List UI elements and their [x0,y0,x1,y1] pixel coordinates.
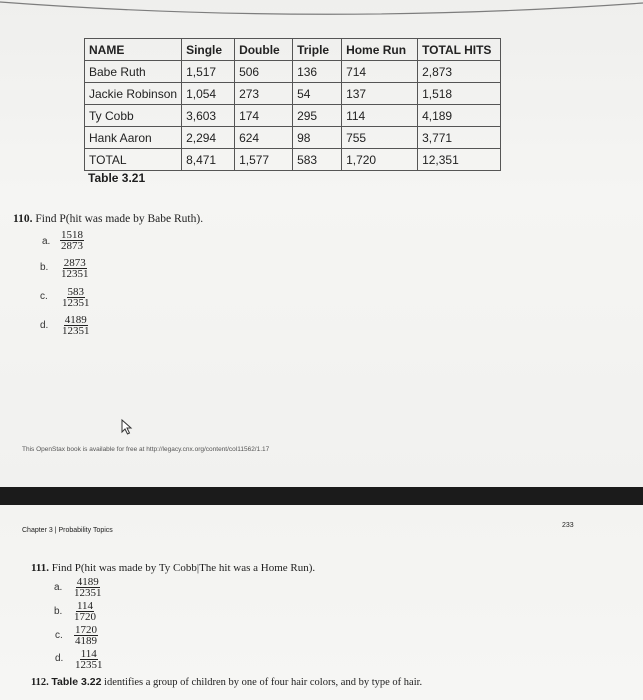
table-cell: 506 [235,61,293,83]
denominator: 12351 [61,268,89,280]
table-reference: Table 3.22 [51,676,102,688]
question-number: 111. [31,562,50,574]
table-cell: 174 [235,105,293,127]
numerator: 4189 [64,314,87,326]
table-cell: 3,603 [182,105,235,127]
mouse-cursor-icon [120,418,136,436]
header-cell: Single [182,39,235,61]
table-cell: Ty Cobb [85,105,182,127]
table-row [85,127,501,149]
option-fraction [74,577,102,598]
question-111 [31,562,315,574]
table-cell: 2,294 [182,127,235,149]
question-text: Find P(hit was made by Babe Ruth). [35,213,204,225]
question-number: 110. [13,213,33,225]
table-cell: 714 [342,61,418,83]
table-cell: 1,720 [342,149,418,171]
table-cell: 136 [293,61,342,83]
option-fraction [74,601,96,622]
header-cell: Home Run [342,39,418,61]
table-cell: 755 [342,127,418,149]
table-cell: Babe Ruth [85,61,182,83]
question-110 [13,213,203,225]
header-cell: TOTAL HITS [418,39,501,61]
header-cell: NAME [85,39,182,61]
page-number: 233 [562,522,574,529]
header-cell: Double [235,39,293,61]
option-letter: d. [55,653,64,664]
table-cell: 1,517 [182,61,235,83]
denominator: 12351 [75,659,103,671]
question-number: 112. [31,677,49,688]
option-fraction [60,230,84,251]
question-text: identifies a group of children by one of four hair colors, and by type of hair. [101,677,423,688]
table-row [85,83,501,105]
numerator: 583 [67,286,84,298]
option-letter: b. [40,262,49,273]
table-cell: 583 [293,149,342,171]
option-letter: a. [54,582,63,593]
table-caption: Table 3.21 [88,171,146,185]
table-row [85,149,501,171]
table-header-row [85,39,501,61]
header-cell: Triple [293,39,342,61]
numerator: 1720 [75,624,97,636]
option-fraction [61,258,89,279]
option-fraction [75,649,103,670]
numerator: 2873 [63,257,86,269]
table-cell: 12,351 [418,149,501,171]
table-row [85,61,501,83]
table-cell: 273 [235,83,293,105]
option-fraction [74,625,98,646]
hits-table [84,38,501,171]
table-cell: 2,873 [418,61,501,83]
footer-note: This OpenStax book is available for free at http://legacy.cnx.org/content/col11562/1.17 [22,446,270,453]
table-cell: Jackie Robinson [85,83,182,105]
table-cell: 295 [293,105,342,127]
denominator: 2873 [61,240,83,252]
table-cell: 1,054 [182,83,235,105]
question-text: Find P(hit was made by Ty Cobb|The hit was a Home Run). [51,562,316,574]
denominator: 12351 [62,325,90,337]
table-cell: 98 [293,127,342,149]
table-row [85,105,501,127]
table-cell: 624 [235,127,293,149]
table-cell: 3,771 [418,127,501,149]
table-cell: 8,471 [182,149,235,171]
option-letter: d. [40,320,49,331]
table-cell: 137 [342,83,418,105]
option-fraction [62,315,90,336]
option-letter: c. [55,630,63,641]
option-letter: b. [54,606,63,617]
chapter-header: Chapter 3 | Probability Topics [22,527,113,534]
denominator: 1720 [74,611,96,623]
numerator: 4189 [76,576,99,588]
option-fraction [62,287,90,308]
page-divider [0,487,643,505]
table-cell: TOTAL [85,149,182,171]
table-cell: 1,518 [418,83,501,105]
option-letter: a. [42,236,51,247]
page-edge-curve [0,0,643,20]
table-cell: Hank Aaron [85,127,182,149]
question-112 [31,676,422,688]
table-cell: 54 [293,83,342,105]
numerator: 114 [76,600,94,612]
denominator: 12351 [74,587,102,599]
numerator: 1518 [61,229,83,241]
table-cell: 114 [342,105,418,127]
table-cell: 1,577 [235,149,293,171]
denominator: 4189 [75,635,97,647]
numerator: 114 [80,648,97,660]
table-cell: 4,189 [418,105,501,127]
denominator: 12351 [62,297,90,309]
option-letter: c. [40,291,48,302]
